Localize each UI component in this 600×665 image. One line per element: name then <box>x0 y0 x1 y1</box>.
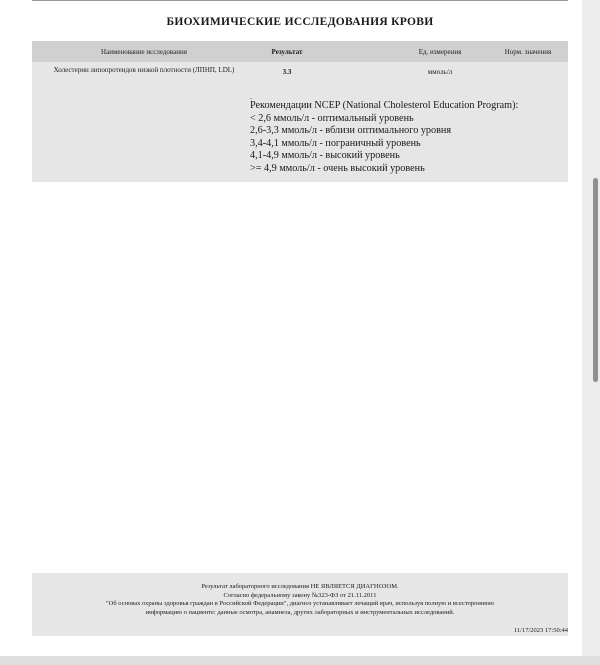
page-title: БИОХИМИЧЕСКИЕ ИССЛЕДОВАНИЯ КРОВИ <box>166 16 434 28</box>
print-timestamp: 11/17/2023 17:50:44 <box>513 627 568 634</box>
disclaimer-line: информацию о пациенте: данные осмотра, анамнеза, других лабораторных и инструментальных исследований. <box>145 608 455 616</box>
column-header-name: Наименование исследования <box>101 48 187 56</box>
disclaimer-line: "Об основах охраны здоровья граждан в Российской Федерации", диагноз устанавливает лечащий врач, используя полную и всестороннюю <box>106 600 494 608</box>
vertical-scrollbar[interactable] <box>593 178 598 382</box>
disclaimer-text <box>32 583 568 617</box>
recommendations-line: 4,1-4,9 ммоль/л - высокий уровень <box>250 150 400 162</box>
recommendations-line: < 2,6 ммоль/л - оптимальный уровень <box>250 112 414 124</box>
table-header <box>32 41 568 62</box>
results-table <box>32 41 568 182</box>
recommendations-block <box>250 94 568 176</box>
disclaimer-line: Результат лабораторного исследования НЕ ЯВЛЯЕТСЯ ДИАГНОЗОМ. <box>201 583 399 590</box>
test-name-cell: Холестерин липопротеидов низкой плотности (ЛПНП, LDL) <box>53 66 235 74</box>
test-unit-cell: ммоль/л <box>427 68 453 76</box>
top-divider <box>32 0 568 1</box>
disclaimer-line: Согласно федеральному закону №323-ФЗ от 21.11.2011 <box>223 591 377 599</box>
column-header-norm: Норм. значения <box>504 48 552 56</box>
recommendations-dot: . <box>250 92 252 101</box>
recommendations-line: >= 4,9 ммоль/л - очень высокий уровень <box>250 162 425 174</box>
column-header-unit: Ед. измерения <box>418 48 462 56</box>
recommendations-line: 2,6-3,3 ммоль/л - вблизи оптимального уровня <box>250 125 452 137</box>
recommendations-line: 3,4-4,1 ммоль/л - пограничный уровень <box>250 137 421 149</box>
recommendations-line: Рекомендации NCEP (National Cholesterol Education Program): <box>250 100 519 111</box>
page-bottom-edge <box>0 656 600 665</box>
column-header-result: Результат <box>271 48 303 56</box>
test-result-cell: 3.3 <box>282 68 292 76</box>
disclaimer-footer <box>32 573 568 636</box>
